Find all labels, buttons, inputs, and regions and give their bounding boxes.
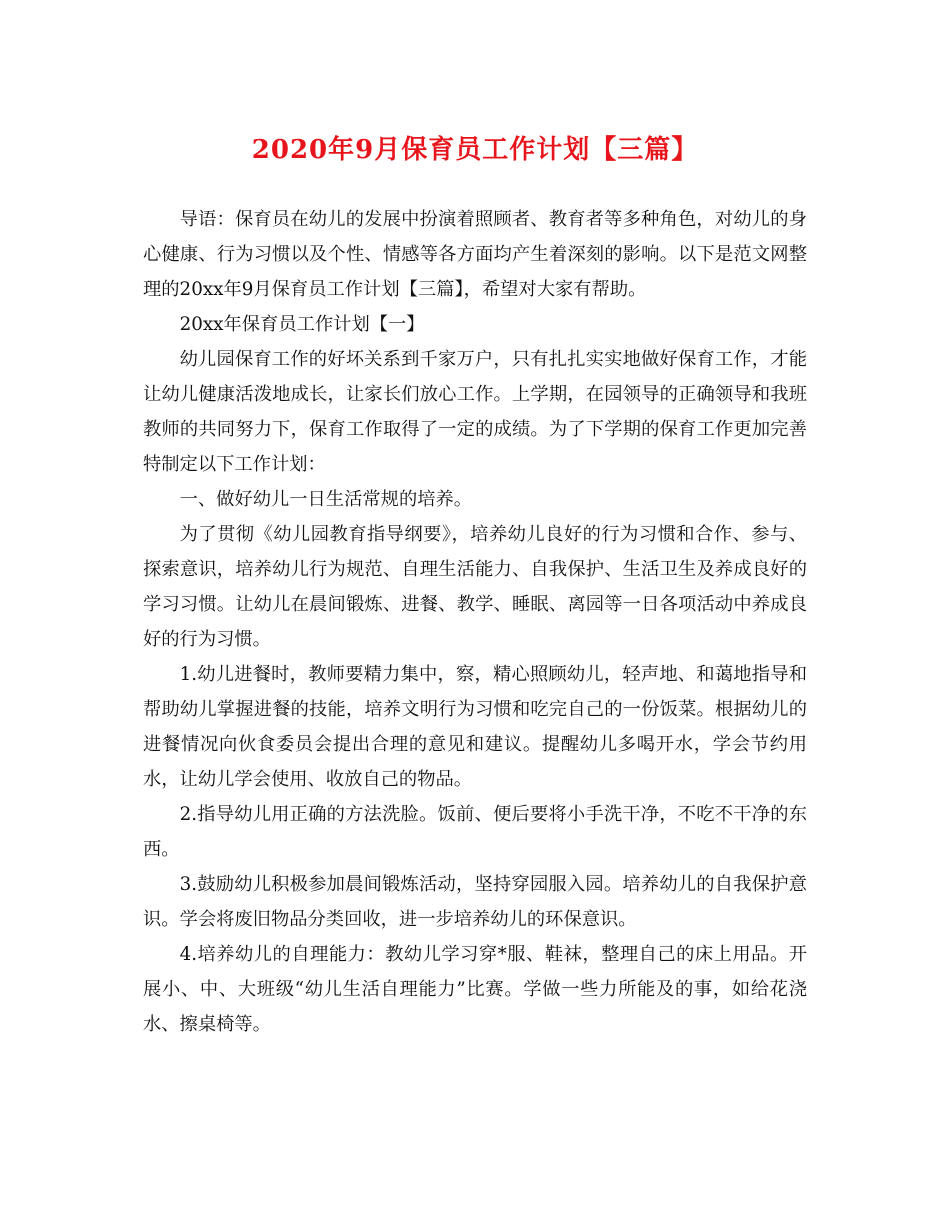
paragraph-heading-daily-routine: 一、做好幼儿一日生活常规的培养。 <box>179 489 473 510</box>
paragraph-item-4: 4.培养幼儿的自理能力：教幼儿学习穿*服、鞋袜，整理自己的床上用品。开展小、中、大班级“幼儿生活自理能力”比赛。学做一些力所能及的事，如给花浇水、擦桌椅等。 <box>143 944 807 1035</box>
paragraph-item-3: 3.鼓励幼儿积极参加晨间锻炼活动，坚持穿园服入园。培养幼儿的自我保护意识。学会将废旧物品分类回收，进一步培养幼儿的环保意识。 <box>143 874 807 930</box>
paragraph-item-1: 1.幼儿进餐时，教师要精力集中，察，精心照顾幼儿，轻声地、和蔼地指导和帮助幼儿掌握进餐的技能，培养文明行为习惯和吃完自己的一份饭菜。根据幼儿的进餐情况向伙食委员会提出合理的意见和建议。提醒幼儿多喝开水，学会节约用水，让幼儿学会使用、收放自己的物品。 <box>143 664 807 790</box>
paragraph-intro: 导语：保育员在幼儿的发展中扮演着照顾者、教育者等多种角色，对幼儿的身心健康、行为习惯以及个性、情感等各方面均产生着深刻的影响。以下是范文网整理的20xx年9月保育员工作计划【三篇】，希望对大家有帮助。 <box>143 209 807 300</box>
paragraph-overview: 幼儿园保育工作的好坏关系到千家万户，只有扎扎实实地做好保育工作，才能让幼儿健康活泼地成长，让家长们放心工作。上学期，在园领导的正确领导和我班教师的共同努力下，保育工作取得了一定的成绩。为了下学期的保育工作更加完善特制定以下工作计划： <box>143 349 807 475</box>
paragraph-item-2: 2.指导幼儿用正确的方法洗脸。饭前、便后要将小手洗干净，不吃不干净的东西。 <box>143 804 807 860</box>
paragraph-routine-goals: 为了贯彻《幼儿园教育指导纲要》，培养幼儿良好的行为习惯和合作、参与、探索意识，培养幼儿行为规范、自理生活能力、自我保护、生活卫生及养成良好的学习习惯。让幼儿在晨间锻炼、进餐、教学、睡眠、离园等一日各项活动中养成良好的行为习惯。 <box>143 524 807 650</box>
paragraph-section-heading: 20xx年保育员工作计划【一】 <box>179 314 425 335</box>
document-title: 2020年9月保育员工作计划【三篇】 <box>251 135 699 165</box>
document-body <box>143 202 807 1042</box>
